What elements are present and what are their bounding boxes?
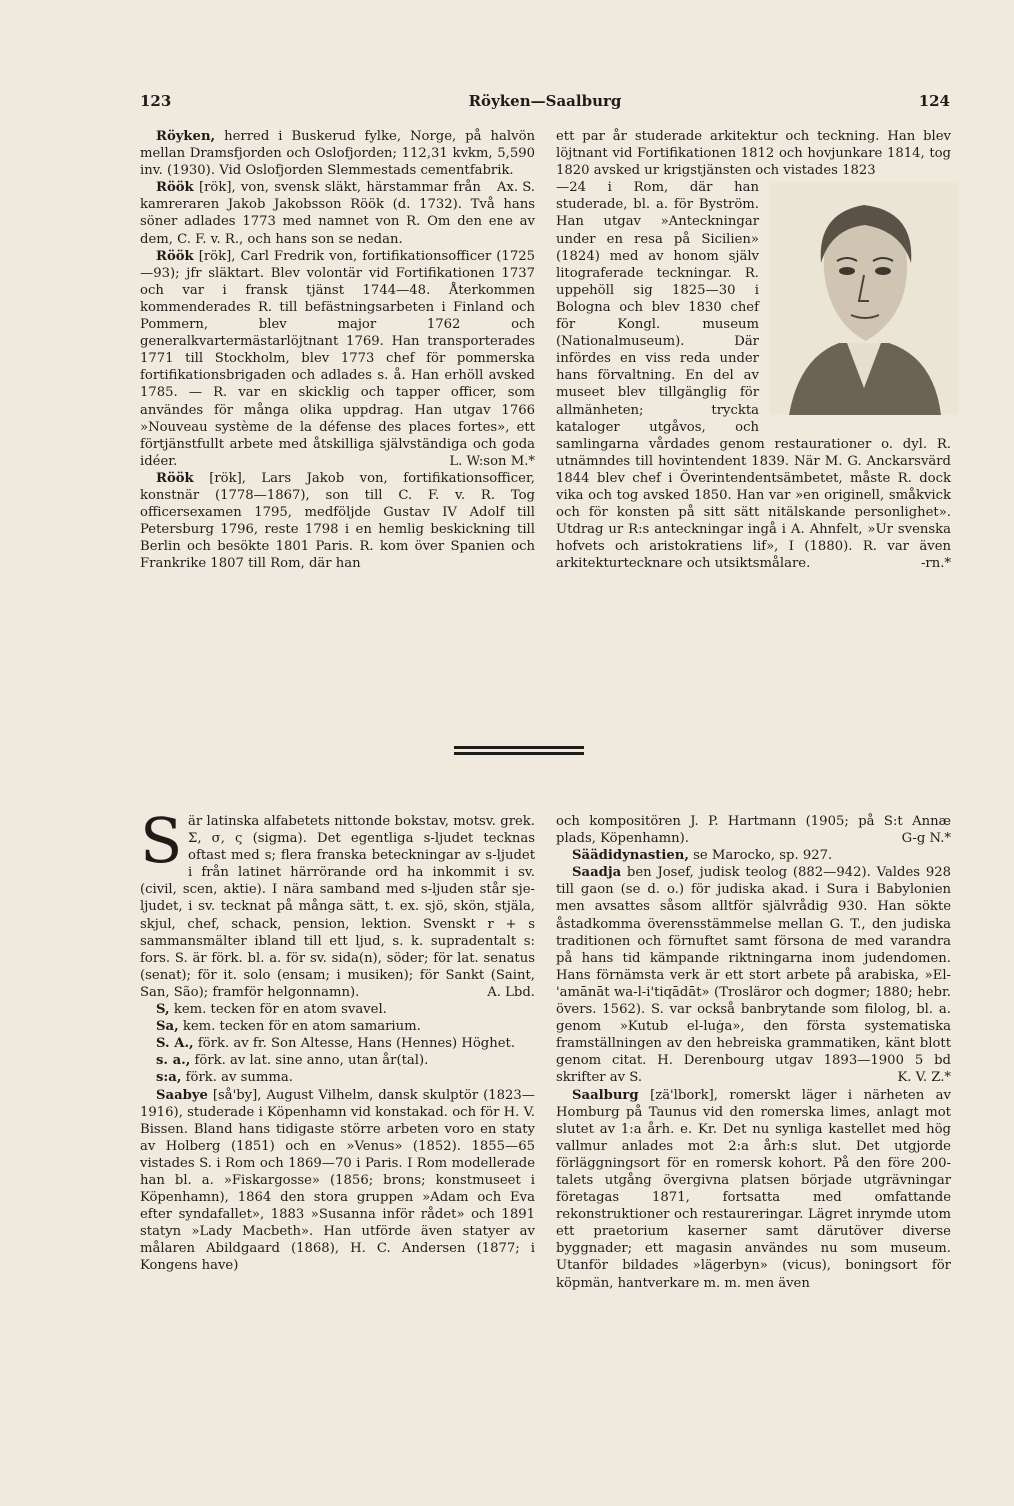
entry-s-a-sine-anno [140,1052,535,1069]
entry-text: kem. tecken för en atom samarium. [178,1019,421,1035]
author-signature: G-g N.* [901,831,951,847]
headword: s. a., [156,1053,191,1069]
column-bottom-right [556,813,951,1292]
entry-rook-carl-fredrik [140,248,535,470]
headword: Röök [156,180,194,196]
entry-text: [så'by], August Vilhelm, dansk skulptör (1823—1916), studerade i Köpenhamn vid konstakad. och för H. V. Bissen. Bland hans tidigaste större arbeten voro en staty av Holberg (1851) och en »Venus» (1852). 1855—65 vistades S. i Rom och 1869—70 i Paris. I Rom modellerade han bl. a. »Fiskargosse» (1856; brons; konstmuseet i Köpenhamn), 1864 den stora gruppen »Adam och Eva efter syndafallet», 1883 »Susanna inför rådet» och 1891 statyn »Lady Macbeth». Han utförde även statyer av målaren Abildgaard (1868), H. C. Andersen (1877; i Kongens have) [140,1087,535,1274]
entry-text: herred i Buskerud fylke, Norge, på halvön mellan Dramsfjorden och Oslofjorden; 112,31 kvkm, 5,590 inv. (1930). Vid Oslofjorden Slemmestads cementfabrik. [140,129,535,179]
entry-letter-s [140,804,535,1001]
author-signature: L. W:son M.* [449,453,535,469]
column-top-right [556,128,951,572]
entry-continuation [556,128,951,179]
entry-s-a-summa [140,1069,535,1086]
author-signature: -rn.* [920,556,951,572]
entry-rook-family [140,179,535,247]
entry-saadja [556,864,951,1086]
page-header [140,92,950,116]
column-top-left [140,128,535,572]
column-bottom-left [140,804,535,1275]
entry-text: förk. av summa. [181,1070,293,1086]
page-number-right: 124 [918,92,950,110]
entry-text: [rök], Lars Jakob von, fortifikationsofficer, konstnär (1778—1867), son till C. F. v. R. Tog officersexamen 1795, medföljde Gustav IV Adolf till Petersburg 1796, reste 1798 i en hemlig beskickning till Berlin och besökte 1801 Paris. R. kom över Spanien och Frankrike 1807 till Rom, där han [140,470,535,572]
author-signature: A. Lbd. [487,984,535,1000]
entry-text: ett par år studerade arkitektur och teckning. Han blev löjtnant vid Fortifikationen 1812 och hovjunkare 1814, tog 1820 avsked ur krigstjänsten och vistades 1823 [556,129,951,179]
entry-text: se Marocko, sp. 927. [688,848,833,864]
entry-text: museet blev tillgänglig för allmänheten; tryckta kataloger utgåvos, och samlingarna vårdades genom restaurationer o. dyl. R. utnämndes till hovintendent 1839. När M. G. Anckarsvärd 1844 blev chef i Överintendentsämbetet, måste R. dock vika och tog avsked 1850. Han var »en originell, småkvick och för konsten på sitt sätt nitälskande personlighet». Utdrag ur R:s anteckningar ingå i A. Ahnfelt, »Ur svenska hofvets och aristokratiens lif», I (1880). R. var även arkitekturtecknare och utsiktsmålare. [556,385,951,572]
section-divider [454,746,584,749]
headword: s:a, [156,1070,182,1086]
headword: Saabye [156,1087,208,1103]
entry-text: är latinska alfabetets nittonde bokstav, motsv. grek. Σ, σ, ς (sigma). Det egentliga s-ljudet tecknas oftast med s; flera franska beteckningar av s-ljudet i från latinet härrörande ord ha inkommit i sv. (civil, scen, aktie). I nära samband med s-ljuden står sje-ljudet, i sv. tecknat på många sätt, t. ex. sjö, skön, stjäla, skjul, chef, schack, pension, lektion. Svenskt r + s sammansmälter ibland till ett ljud, s. k. supradentalt s: fors. S. är förk. bl. a. för sv. sida(n), söder; för lat. senatus (senat); för it. solo (ensam; i musiken); för Sankt (Saint, San, São); framför helgonnamn). [140,814,535,1000]
author-signature: K. V. Z.* [897,1070,951,1086]
entry-saabye [140,1087,535,1275]
entry-saalburg [556,1087,951,1292]
entry-text: och kompositören J. P. Hartmann (1905; på S:t Annæ plads, Köpenhamn). [556,814,951,847]
running-title: Röyken—Saalburg [468,92,622,110]
entry-text: —24 i Rom, där han studerade, bl. a. för Byström. Han utgav »Anteckningar under en resa på Sicilien» (1824) med av honom själv litograferade teckningar. R. uppehöll sig 1825—30 i Bologna och blev 1830 chef för Kongl. museum (Nationalmuseum). Där infördes en viss reda under hans förvaltning. En del av [556,180,759,384]
headword: Röök [156,470,194,486]
entry-rook-lars-jakob [140,470,535,573]
entry-text: [rök], von, svensk släkt, härstammar från kamreraren Jakob Jakobsson Röök (d. 1732). Två hans söner adlades 1773 med namnet von R. Om den ene av dem, C. F. v. R., och hans son se nedan. [140,180,535,247]
entry-saadidynastien [556,847,951,864]
entry-text: förk. av lat. sine anno, utan år(tal). [190,1053,429,1069]
headword: Röyken, [156,129,216,144]
headword: S. A., [156,1036,194,1052]
headword: Saadja [572,865,622,881]
entry-sa-samarium [140,1018,535,1035]
headword: Sa, [156,1019,179,1035]
portrait-drawing [769,183,959,415]
entry-s-sulfur [140,1001,535,1018]
entry-text: ben Josef, judisk teolog (882—942). Valdes 928 till gaon (se d. o.) för judiska akad. i Sura i Babylonien men avsattes såsom alltför självrådig 930. Han sökte åstadkomma överensstämmelse mellan G. T., den judiska traditionen och förnuftet samt försona de med varandra på hans tid kämpande riktningarna inom judendomen. Hans förnämsta verk är ett stort arbete på arabiska, »El-'amānāt wa-l-i'tiqādāt» (Trosläror och dogmer; 1880; hebr. övers. 1562). S. var också banbrytande som filolog, bl. a. genom »Kutub el-luġa», den första systematiska framställningen av den hebreiska grammatiken, känt blott genom citat. H. Derenbourg utgav 1893—1900 5 bd skrifter av S. [556,865,951,1086]
page-number-left: 123 [140,92,172,110]
entry-text: kem. tecken för en atom svavel. [169,1002,387,1018]
headword: Säädidynastien, [572,848,689,864]
section-divider [454,752,584,755]
entry-s-a-altesse [140,1035,535,1052]
headword: Röök [156,248,194,264]
entry-continuation [556,813,951,847]
drop-cap-letter: S [140,804,183,877]
entry-text: [rök], Carl Fredrik von, fortifikationsofficer (1725—93); jfr släktart. Blev volontär vid Fortifikationen 1737 och var i fransk tjänst 1744—48. Återkommen kommenderades R. till befästningsarbeten i Finland och Pommern, blev major 1762 och generalkvartermästarlöjtnant 1769. Han transporterades 1771 till Stockholm, blev 1773 chef för pommerska fortifikationsbrigaden och adlades s. å. Han erhöll avsked 1785. — R. var en skicklig och tapper officer, som användes för många olika uppdrag. Han utgav 1766 »Nouveau système de la défense des places fortes», ett förtjänstfullt arbete med åtskilliga självständiga och goda idéer. [140,248,535,469]
author-signature: Ax. S. [496,180,535,196]
headword: Saalburg [572,1087,639,1103]
entry-text: [zä'lbork], romerskt läger i närheten av Homburg på Taunus vid den romerska limes, anlagt mot slutet av 1:a årh. e. Kr. Det nu synliga kastellet med hög vallmur anlades mot 2:a årh:s slut. Det utgjorde förläggningsort för en romersk kohort. På den före 200-talets utgång övergivna platsen började utgrävningar företagas 1871, fortsatta med omfattande rekonstruktioner och restaureringar. Lägret inrymde utom ett praetorium kaserner samt därutöver diverse byggnader; ett magasin användes nu som museum. Utanför bildades »lägerbyn» (vicus), boningsort för köpmän, hantverkare m. m. men även [556,1087,951,1291]
portrait-illustration [769,183,959,415]
entry-text: förk. av fr. Son Altesse, Hans (Hennes) Höghet. [193,1036,516,1052]
headword: S, [156,1002,170,1018]
